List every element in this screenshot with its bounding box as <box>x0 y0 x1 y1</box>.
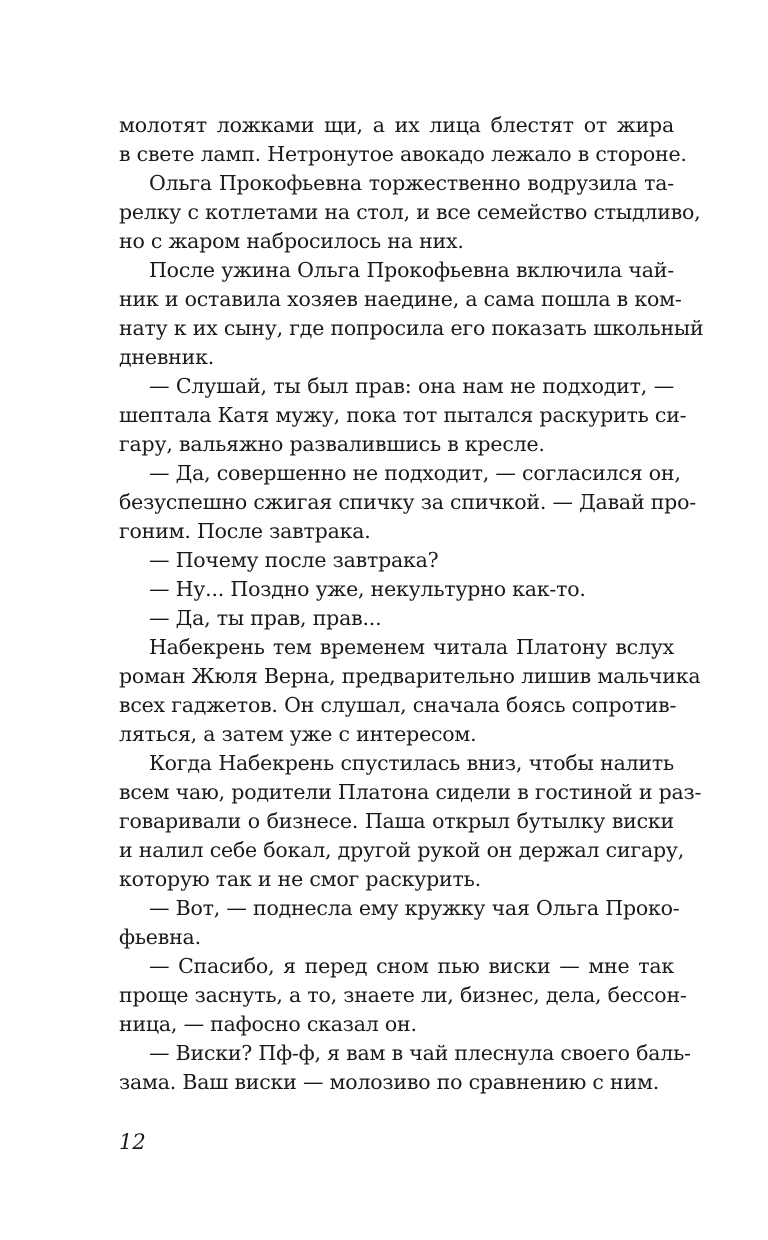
text-line: — Почему после завтрака? <box>149 548 439 572</box>
text-line: молотят ложками щи, а их лица блестят от жира <box>119 113 674 137</box>
text-line: всем чаю, родители Платона сидели в гостиной и раз- <box>119 780 702 804</box>
text-line: ница, — пафосно сказал он. <box>119 1012 417 1036</box>
text-line: шептала Катя мужу, пока тот пытался раскурить си- <box>119 403 687 427</box>
text-line: ник и оставила хозяев наедине, а сама пошла в ком- <box>119 287 682 311</box>
text-line: релку с котлетами на стол, и все семейство стыдливо, <box>119 200 701 224</box>
page-text <box>119 111 704 1097</box>
text-line: — Виски? Пф-ф, я вам в чай плеснула своего баль- <box>149 1041 691 1065</box>
text-line: которую так и не смог раскурить. <box>119 867 481 891</box>
text-line: роман Жюля Верна, предварительно лишив мальчика <box>119 664 701 688</box>
text-line: — Спасибо, я перед сном пью виски — мне так <box>149 954 674 978</box>
text-line: гоним. После завтрака. <box>119 519 371 543</box>
text-line: — Ну... Поздно уже, некультурно как-то. <box>149 577 586 601</box>
text-line: и налил себе бокал, другой рукой он держал сигару, <box>119 838 685 862</box>
text-line: гару, вальяжно развалившись в кресле. <box>119 432 545 456</box>
text-line: говаривали о бизнесе. Паша открыл бутылку виски <box>119 809 674 833</box>
text-line: в свете ламп. Нетронутое авокадо лежало в стороне. <box>119 142 687 166</box>
text-line: всех гаджетов. Он слушал, сначала боясь сопротив- <box>119 693 677 717</box>
text-line: дневник. <box>119 345 215 369</box>
page-number: 12 <box>119 1130 146 1154</box>
text-line: — Слушай, ты был прав: она нам не подходит, — <box>149 374 674 398</box>
text-line: Когда Набекрень спустилась вниз, чтобы налить <box>149 751 674 775</box>
text-line: — Вот, — поднесла ему кружку чая Ольга Проко- <box>149 896 680 920</box>
text-line: зама. Ваш виски — молозиво по сравнению с ним. <box>119 1070 660 1094</box>
text-line: но с жаром набросилось на них. <box>119 229 464 253</box>
text-line: ляться, а затем уже с интересом. <box>119 722 477 746</box>
text-line: — Да, совершенно не подходит, — согласился он, <box>149 461 681 485</box>
text-line: Ольга Прокофьевна торжественно водрузила та- <box>149 171 674 195</box>
text-line: нату к их сыну, где попросила его показать школьный <box>119 316 704 340</box>
text-line: фьевна. <box>119 925 201 949</box>
text-line: После ужина Ольга Прокофьевна включила чай- <box>149 258 674 282</box>
text-line: Набекрень тем временем читала Платону вслух <box>149 635 674 659</box>
text-line: — Да, ты прав, прав... <box>149 606 382 630</box>
text-line: безуспешно сжигая спичку за спичкой. — Давай про- <box>119 490 696 514</box>
text-line: проще заснуть, а то, знаете ли, бизнес, дела, бессон- <box>119 983 687 1007</box>
